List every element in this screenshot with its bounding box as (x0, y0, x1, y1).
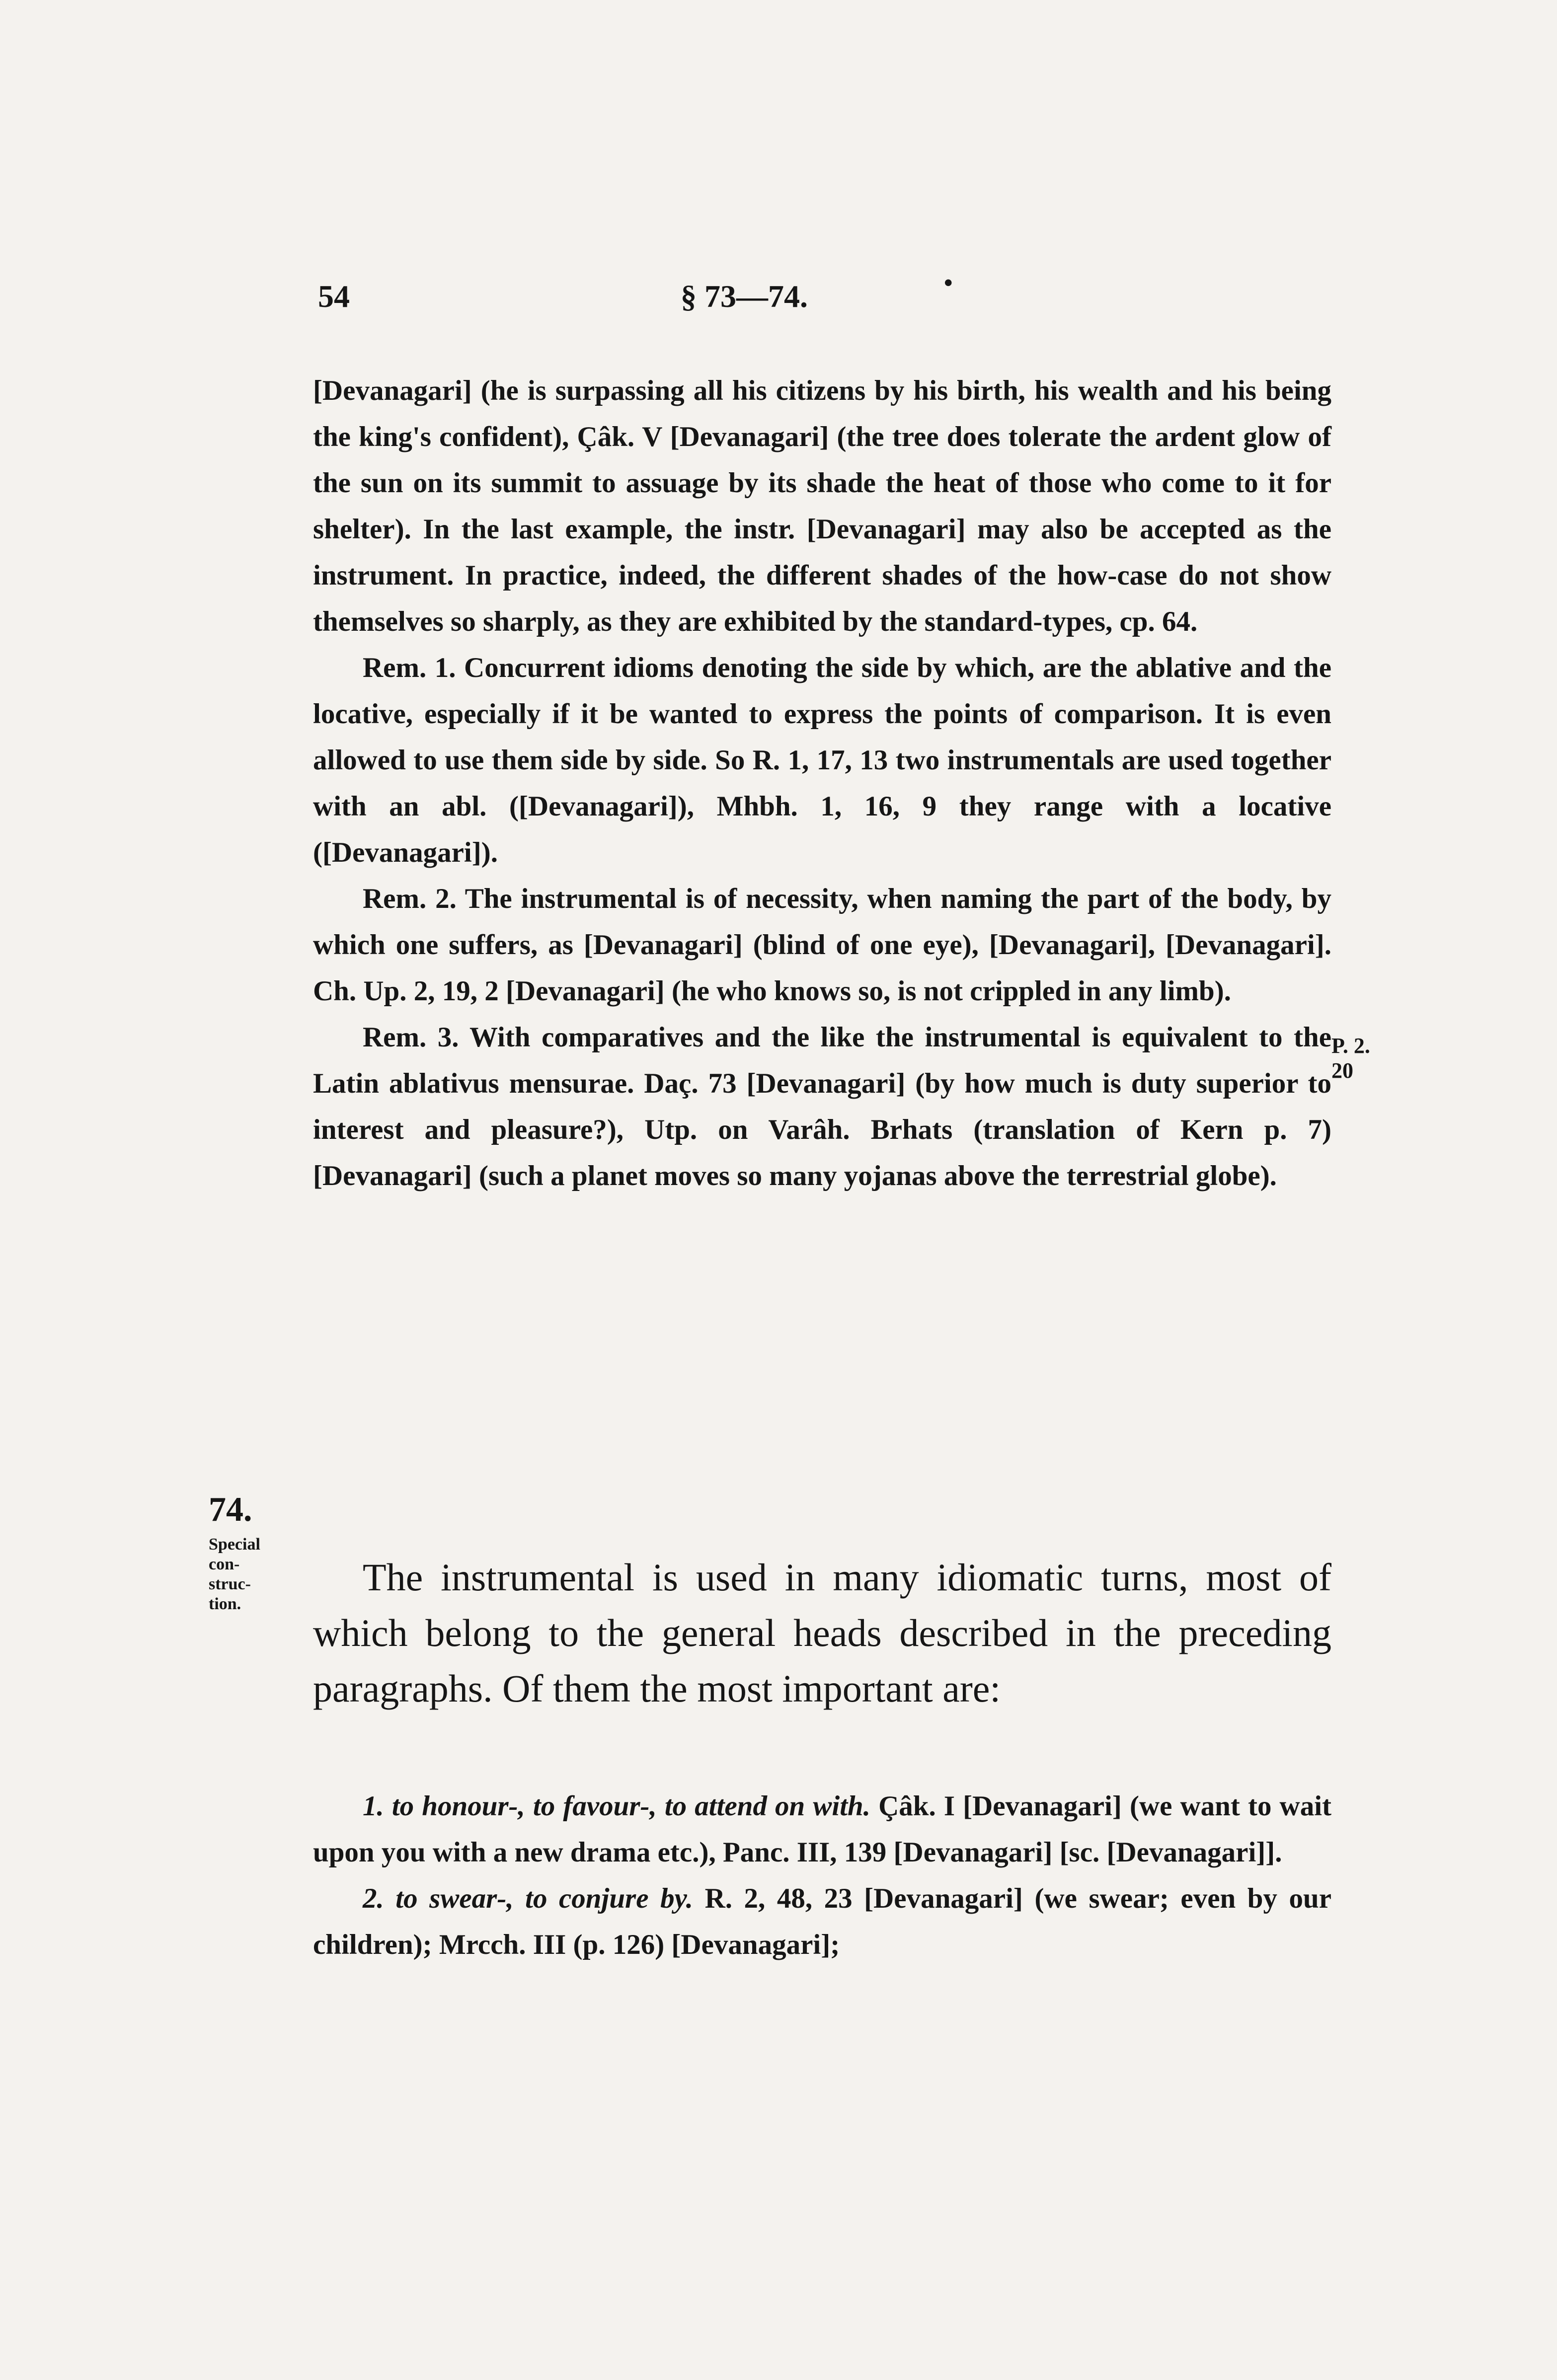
item-label: 2. to swear-, to conjure by. (363, 1883, 694, 1914)
margin-ref-top: P. 2. (1331, 1034, 1370, 1058)
paragraph-continuation: [Devanagari] (he is surpassing all his citizens by his birth, his wealth and his being the king's confident), Çâk. V [Devanagari] (the tree does tolerate the ardent glow of the sun on its summit to assuage by its shade the heat of those who come to it for shelter). In the last example, the instr. [Devanagari] may also be accepted as the instrument. In practice, indeed, the different shades of the how-case do not show themselves so sharply, as they are exhibited by the standard-types, cp. 64. (313, 375, 1331, 637)
item-text: R. 2, 48, 23 [Devanagari] (we swear; even by our children); Mrcch. III (p. 126) [Devanagari]; (313, 1883, 1332, 1960)
section-label: Special con- struc- tion. (209, 1535, 260, 1613)
list-item (313, 1875, 1331, 1968)
section-74-text: The instrumental is used in many idiomatic turns, most of which belong to the general heads described in the preceding paragraphs. Of them the most important are: (313, 1556, 1331, 1710)
remark-2: Rem. 2. The instrumental is of necessity, when naming the part of the body, by which one suffers, as [Devanagari] (blind of one eye), [Devanagari], [Devanagari]. Ch. Up. 2, 19, 2 [Devanagari] (he who knows so, is not crippled in any limb). (313, 883, 1331, 1007)
remark-3: Rem. 3. With comparatives and the like the instrumental is equivalent to the Latin ablativus mensurae. Daç. 73 [Devanagari] (by how much is duty superior to interest and pleasure?), Utp. on Varâh. Brhats (translation of Kern p. 7) [Devanagari] (such a planet moves so many yojanas above the terrestrial globe). (313, 1022, 1331, 1191)
stray-mark: • (944, 269, 953, 297)
section-number: 74. (209, 1490, 252, 1529)
section-heading: § 73—74. (681, 279, 808, 314)
item-label: 1. to honour-, to favour-, to attend on with. (363, 1790, 870, 1822)
remarks-block (313, 368, 1331, 1199)
margin-ref-bottom: 20 (1331, 1058, 1353, 1083)
section-74-intro (313, 1550, 1331, 1716)
page-number: 54 (318, 279, 350, 314)
remark-1: Rem. 1. Concurrent idioms denoting the side by which, are the ablative and the locative, especially if it be wanted to express the points of comparison. It is even allowed to use them side by side. So R. 1, 17, 13 two instrumentals are used together with an abl. ([Devanagari]), Mhbh. 1, 16, 9 they range with a locative ([Devanagari]). (313, 652, 1331, 868)
item-text: Çâk. I [Devanagari] (we want to wait upon you with a new drama etc.), Panc. III, 139 [Devanagari] [sc. [Devanagari]]. (313, 1790, 1332, 1868)
list-item (313, 1783, 1331, 1875)
idiom-list (313, 1783, 1331, 1968)
